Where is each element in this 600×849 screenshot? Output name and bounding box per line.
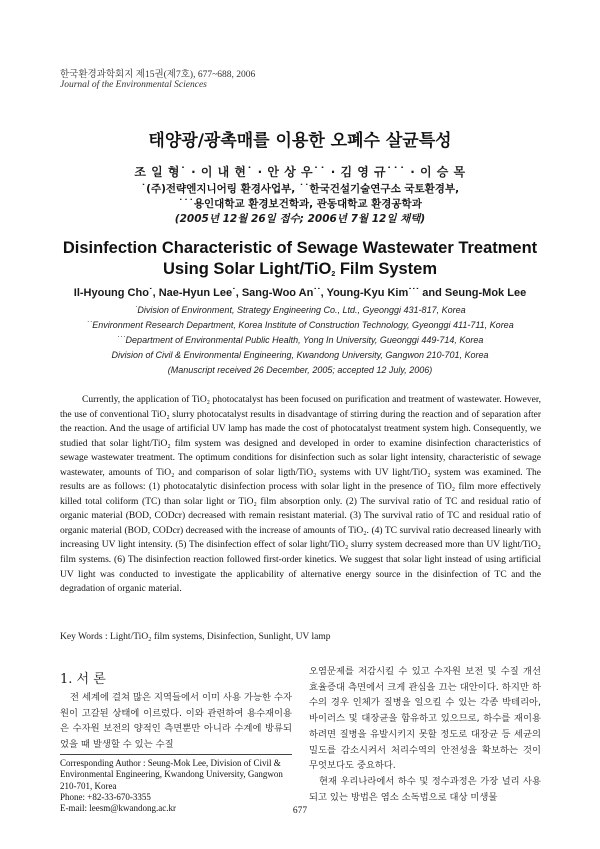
right-column	[309, 664, 541, 805]
footnote-line-4: Phone: +82-33-670-3355	[60, 791, 151, 802]
abstract: Currently, the application of TiO₂ photocatalyst has been focused on purification and treatment of wastewater. However, the use of conventional TiO₂ slurry photocatalyst results in disadvantage of stirring during the reaction and of separation after the reaction. And the usage of artificial UV lamp has made the cost of photocatalyst treatment system high. Consequently, we studied that solar light/TiO₂ film system was designed and developed in order to examine disinfection characteristics of sewage wastewater treatment. The optimum conditions for disinfection such as solar light intensity, characteristic of sewage wastewater, amounts of TiO₂ and comparison of solar ligth/TiO₂ systems with UV light/TiO₂ system was examined. The results are as follows: (1) photocatalytic disinfection process with solar light in the presence of TiO₂ film more effectively killed total coliform (TC) than solar light or TiO₂ film absorption only. (2) The survival ratio of TC and residual ratio of organic material (BOD, CODcr) decreased with remain resistant material. (3) The survival ratio of TC and residual ratio of organic material (BOD, CODcr) decreased with the increase of amounts of TiO₂. (4) TC survival ratio decreased linearly with increasing UV light intensity. (5) The disinfection effect of solar light/TiO₂ slurry system decreased more than UV light/TiO₂ film systems. (6) The disinfection reaction followed first-order kinetics. We suggest that solar light instead of using artificial UV light was conducted to investigate the applicability of alternative energy source in the disinfection of TC and the degradation of organic material.	[60, 395, 541, 595]
korean-affiliation-1: ˙(주)전략엔지니어링 환경사업부, ˙˙한국건설기술연구소 국토환경부,	[140, 183, 460, 195]
english-affiliation-2: ˙˙Environment Research Department, Korea Institute of Construction Technology, Gyeonggi 411-711, Korea	[86, 320, 514, 330]
korean-authors: 조 일 형˙ · 이 내 현˙ · 안 상 우˙˙ · 김 영 규˙˙˙ · 이 승 목	[134, 165, 466, 179]
intro-left-body	[60, 690, 292, 753]
journal-citation: 한국환경과학회지 제15권(제7호), 677~688, 2006	[60, 70, 256, 80]
english-title-line-2-pre: Using Solar Light/TiO	[162, 260, 332, 278]
section-heading-introduction: 1. 서 론	[60, 672, 106, 687]
english-affiliation-3: ˙˙˙Department of Environmental Public Health, Yong In University, Gueonggi 449-714, Korea	[116, 335, 484, 345]
english-title-line-2	[0, 260, 600, 279]
footnote-line-2: Environmental Engineering, Kwandong University, Gangwon	[60, 769, 283, 780]
english-affiliation-4: Division of Civil & Environmental Engineering, Kwandong University, Gangwon 210-701, Korea	[111, 350, 489, 360]
korean-title: 태양광/광촉매를 이용한 오폐수 살균특성	[148, 131, 452, 151]
footnote-line-3: 210-701, Korea	[60, 780, 117, 791]
intro-right-body	[309, 664, 541, 805]
english-title-line-2-post: Film System	[335, 260, 438, 278]
keywords: Key Words : Light/TiO₂ film systems, Disinfection, Sunlight, UV lamp	[60, 632, 331, 642]
footnote-divider	[60, 754, 292, 755]
english-received-date: (Manuscript received 26 December, 2005; accepted 12 July, 2006)	[167, 365, 433, 375]
intro-right-paragraph-1: 오염문제를 저감시킬 수 있고 수자원 보전 및 수질 개선 효율증대 측면에서 크게 관심을 끄는 대안이다. 하지만 하수의 경우 인체가 질병을 일으킬 수 있는 각종 박테리아, 바이러스 및 대장균을 함유하고 있으므로, 하수를 재이용하려면 질병을 유발시키지 못할 정도로 대장균 등 세균의 밀도를 감소시켜서 처리수역의 안전성을 확보하는 것이 무엇보다도 중요하다.	[309, 666, 541, 772]
left-column	[60, 668, 292, 753]
english-authors: Il-Hyoung Cho˙, Nae-Hyun Lee˙, Sang-Woo An˙˙, Young-Kyu Kim˙˙˙ and Seung-Mok Lee	[73, 287, 527, 299]
intro-left-paragraph: 전 세계에 걸쳐 많은 지역들에서 이미 사용 가능한 수자원이 고갈된 상태에 이르렀다. 이와 관련하여 용수재이용은 수자원 보전의 양적인 측면뿐만 아니라 수계에 방류되었을 때 발생할 수 있는 수질	[60, 692, 292, 751]
korean-affiliation-2: ˙˙˙용인대학교 환경보건학과, 관동대학교 환경공학과	[178, 198, 422, 210]
english-title-line-1: Disinfection Characteristic of Sewage Wastewater Treatment	[62, 239, 538, 257]
page-number: 677	[292, 806, 308, 816]
english-affiliation-1: ˙Division of Environment, Strategy Engineering Co., Ltd., Gyeonggi 431-817, Korea	[134, 305, 466, 315]
english-title-subscript: 2	[331, 271, 336, 278]
korean-received-date: (2005년 12월 26일 접수; 2006년 7월 12일 채택)	[174, 213, 426, 225]
footnote-line-5: E-mail: leesm@kwandong.ac.kr	[60, 803, 177, 814]
footnote-line-1: Corresponding Author : Seung-Mok Lee, Division of Civil &	[60, 758, 281, 768]
intro-right-paragraph-2: 현재 우리나라에서 하수 및 정수과정은 가장 널리 사용되고 있는 방법은 염소 소독법으로 대상 미생물	[309, 775, 541, 803]
journal-name: Journal of the Environmental Sciences	[60, 80, 207, 90]
